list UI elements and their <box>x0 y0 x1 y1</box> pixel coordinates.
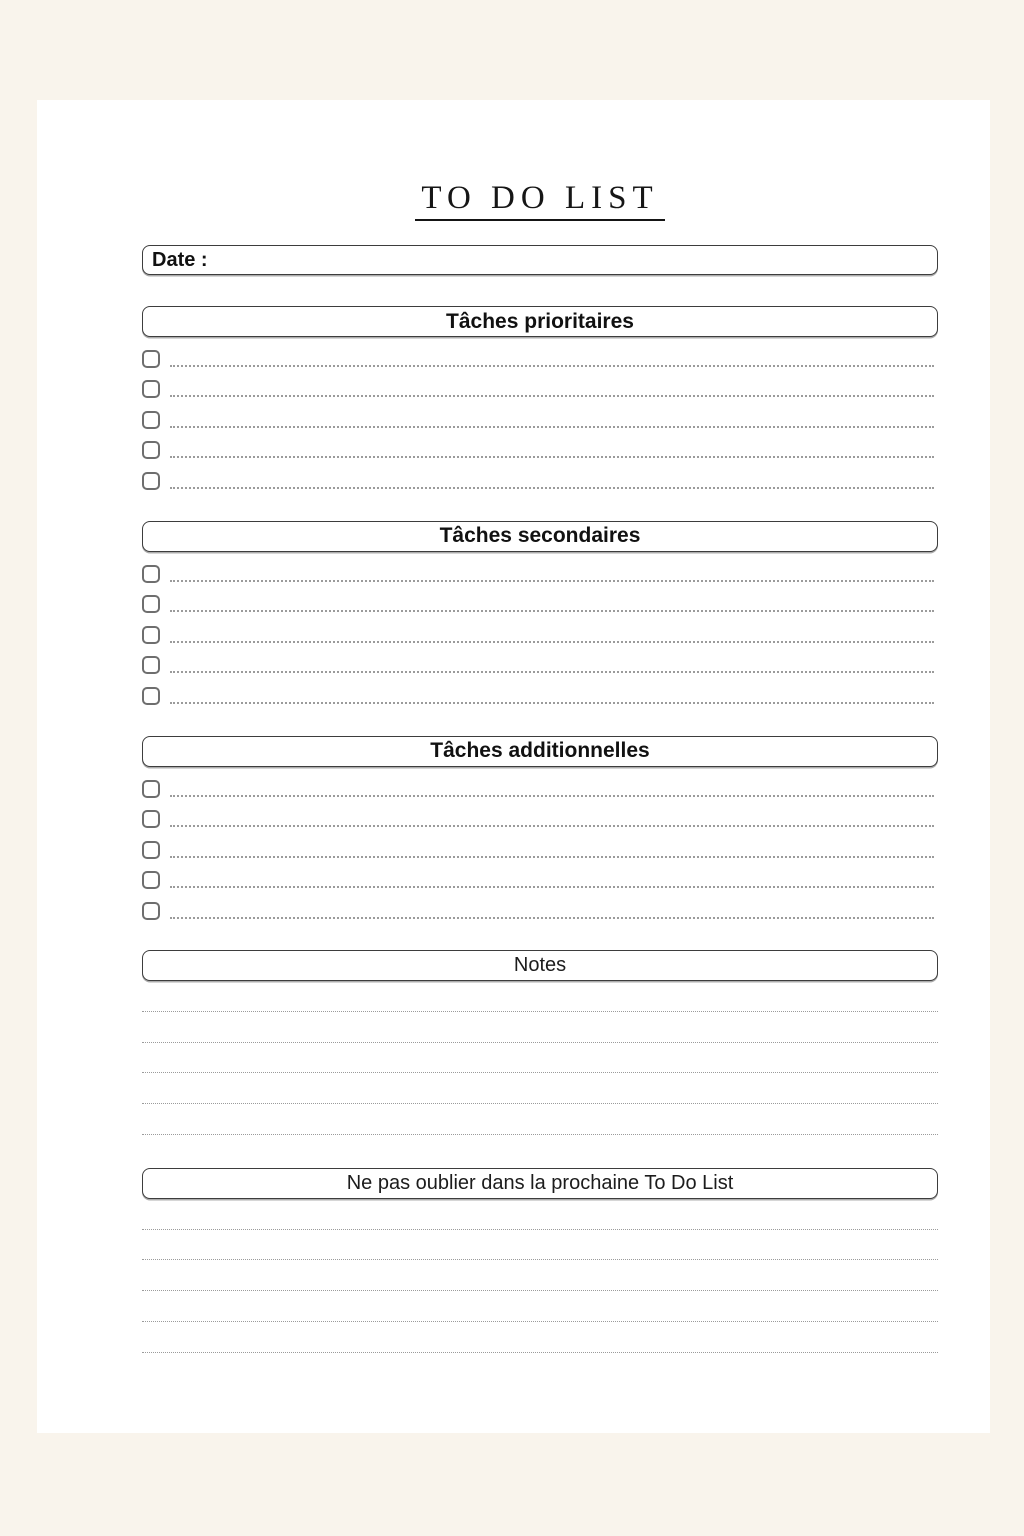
section-additionnelles <box>142 736 938 920</box>
task-write-line <box>170 395 934 397</box>
date-label: Date : <box>152 248 208 271</box>
task-checkbox[interactable] <box>142 871 160 889</box>
task-checkbox[interactable] <box>142 472 160 490</box>
paper-page <box>37 100 990 1433</box>
reminder-write-line <box>142 1199 938 1230</box>
task-checkbox[interactable] <box>142 687 160 705</box>
section-header-secondaires: Tâches secondaires <box>142 521 938 552</box>
task-write-line <box>170 365 934 367</box>
title-wrap <box>142 182 938 221</box>
task-row <box>142 859 938 890</box>
task-row <box>142 889 938 920</box>
task-sections <box>142 306 938 920</box>
notes-write-line <box>142 1043 938 1074</box>
task-write-line <box>170 671 934 673</box>
task-write-line <box>170 487 934 489</box>
section-header-prioritaires: Tâches prioritaires <box>142 306 938 337</box>
task-row <box>142 398 938 429</box>
reminder-write-line <box>142 1291 938 1322</box>
task-checkbox[interactable] <box>142 780 160 798</box>
task-row <box>142 674 938 705</box>
date-input-area[interactable] <box>208 246 937 274</box>
page-content <box>37 100 990 1433</box>
page-title: TO DO LIST <box>415 182 664 221</box>
task-checkbox[interactable] <box>142 656 160 674</box>
notes-write-line <box>142 1073 938 1104</box>
notes-write-line <box>142 981 938 1012</box>
task-checkbox[interactable] <box>142 411 160 429</box>
reminder-write-line <box>142 1230 938 1261</box>
task-checkbox[interactable] <box>142 841 160 859</box>
task-row <box>142 644 938 675</box>
task-write-line <box>170 426 934 428</box>
reminder-section <box>142 1168 938 1353</box>
task-checkbox[interactable] <box>142 565 160 583</box>
notes-write-line <box>142 1104 938 1135</box>
task-write-line <box>170 917 934 919</box>
task-row <box>142 798 938 829</box>
reminder-header: Ne pas oublier dans la prochaine To Do List <box>142 1168 938 1199</box>
task-checkbox[interactable] <box>142 810 160 828</box>
reminder-lines <box>142 1199 938 1353</box>
task-checkbox[interactable] <box>142 595 160 613</box>
task-write-line <box>170 795 934 797</box>
task-checkbox[interactable] <box>142 441 160 459</box>
reminder-write-line <box>142 1260 938 1291</box>
task-write-line <box>170 641 934 643</box>
task-write-line <box>170 580 934 582</box>
task-checkbox[interactable] <box>142 380 160 398</box>
date-box <box>142 245 938 275</box>
task-checkbox[interactable] <box>142 350 160 368</box>
section-secondaires <box>142 521 938 705</box>
notes-write-line <box>142 1012 938 1043</box>
task-checkbox[interactable] <box>142 902 160 920</box>
notes-header: Notes <box>142 950 938 981</box>
task-write-line <box>170 456 934 458</box>
task-write-line <box>170 610 934 612</box>
section-header-additionnelles: Tâches additionnelles <box>142 736 938 767</box>
task-row <box>142 429 938 460</box>
notes-section <box>142 950 938 1135</box>
task-write-line <box>170 856 934 858</box>
task-row <box>142 368 938 399</box>
task-write-line <box>170 702 934 704</box>
task-row <box>142 337 938 368</box>
task-row <box>142 459 938 490</box>
task-write-line <box>170 886 934 888</box>
task-checkbox[interactable] <box>142 626 160 644</box>
task-row <box>142 828 938 859</box>
section-prioritaires <box>142 306 938 490</box>
task-row <box>142 767 938 798</box>
task-write-line <box>170 825 934 827</box>
task-row <box>142 583 938 614</box>
reminder-write-line <box>142 1322 938 1353</box>
task-row <box>142 613 938 644</box>
task-row <box>142 552 938 583</box>
notes-lines <box>142 981 938 1135</box>
